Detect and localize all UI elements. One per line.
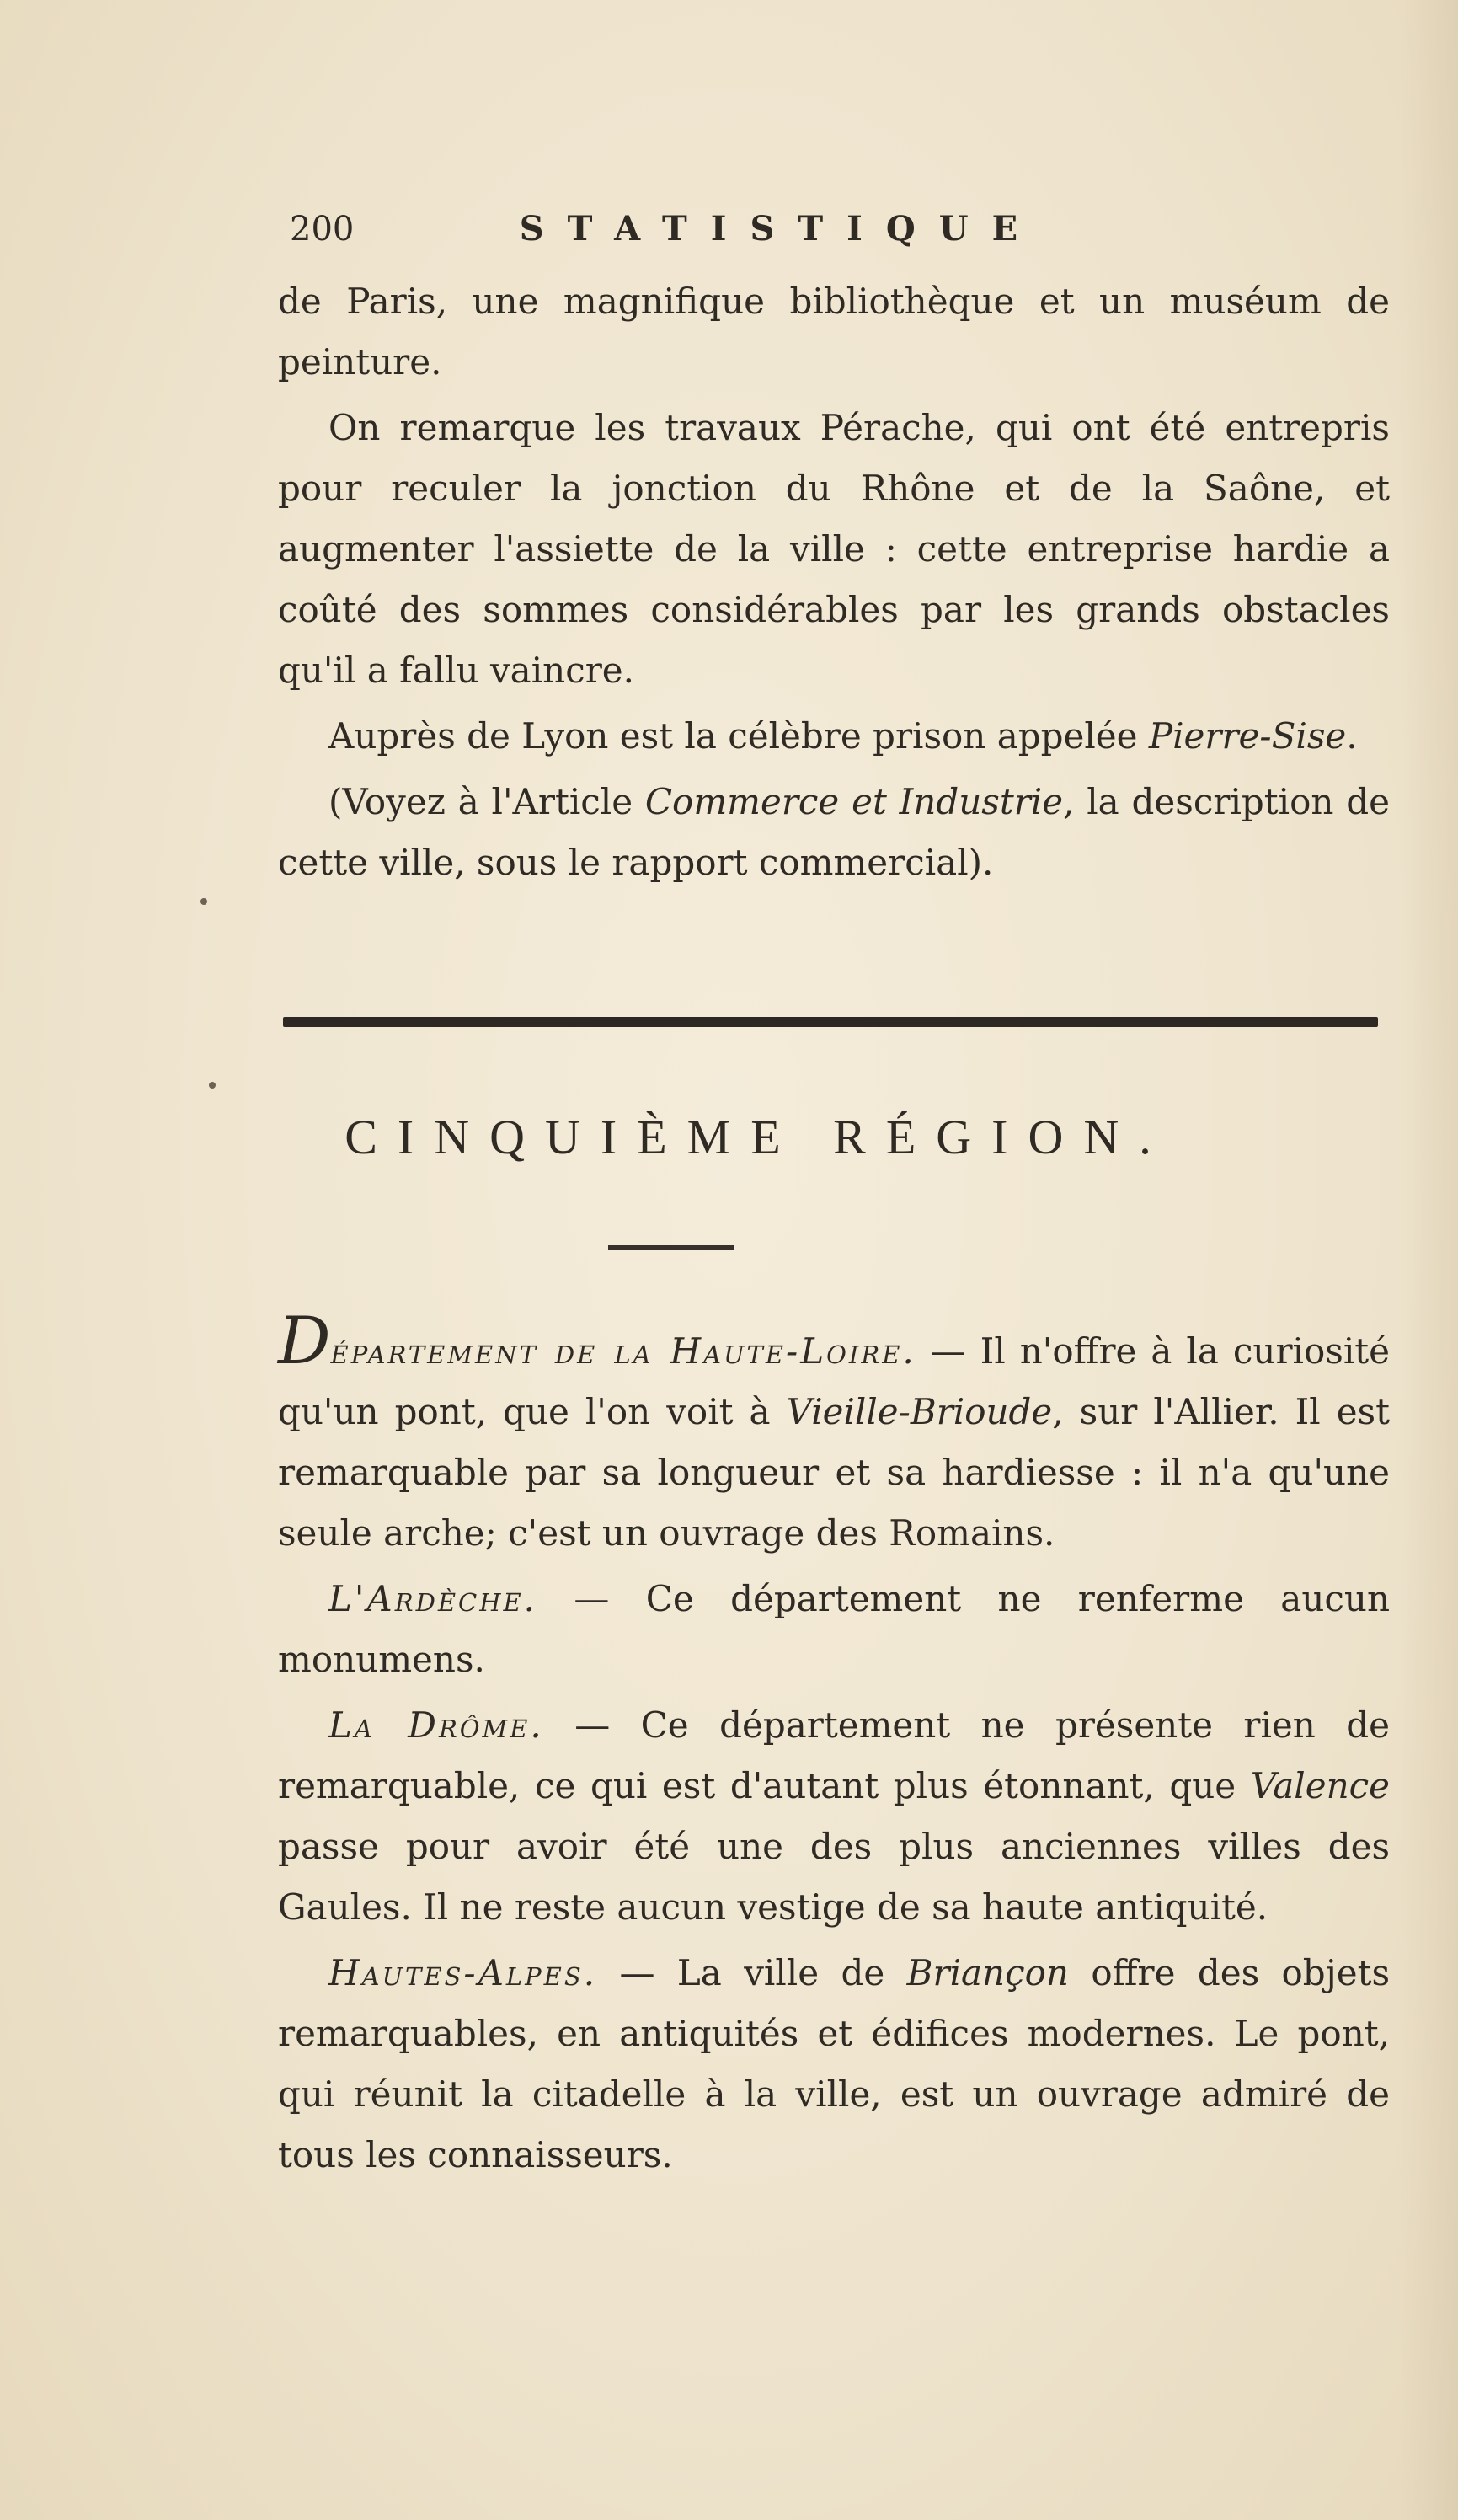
- haute-loire-text-end: , sur l'Allier. Il est remarquable par sa longueur et sa hardiesse : il n'a qu'une seule arche; c'est un ouvrage des Romains.: [278, 1391, 1390, 1554]
- paper-speck: [209, 1082, 216, 1089]
- paragraph-library: de Paris, une magnifique bibliothèque et un muséum de peinture.: [278, 281, 1390, 383]
- running-header: [290, 202, 1435, 256]
- page-edge-shadow: [1399, 0, 1458, 2520]
- heading-underline-rule: [608, 1245, 734, 1250]
- valence-name: Valence: [1250, 1765, 1390, 1806]
- running-title: STATISTIQUE: [519, 209, 1042, 249]
- paragraph-hautes-alpes: [278, 1943, 1390, 2186]
- drome-heading: La Drôme.: [328, 1704, 544, 1746]
- hautes-alpes-text-start: — La ville de: [597, 1952, 907, 1993]
- prison-name: Pierre-Sise: [1148, 715, 1347, 757]
- paragraph-drome: [278, 1695, 1390, 1938]
- prison-text-start: Auprès de Lyon est la célèbre prison appelée: [328, 715, 1149, 757]
- prison-text-end: .: [1346, 715, 1358, 757]
- ardeche-text: — Ce département ne renferme aucun monumens.: [278, 1578, 1390, 1680]
- drop-cap: D: [278, 1303, 331, 1379]
- reference-text-start: (Voyez à l'Article: [328, 781, 645, 822]
- reference-article-title: Commerce et Industrie: [644, 781, 1064, 822]
- paper-speck: [200, 898, 207, 905]
- region-heading: CINQUIÈME RÉGION.: [344, 1110, 1172, 1164]
- ardeche-heading: L'Ardèche.: [328, 1578, 538, 1619]
- paragraph-perache: On remarque les travaux Pérache, qui ont été entrepris pour reculer la jonction du Rhône et de la Saône, et augmenter l'assiette de la ville : cette entreprise hardie a coûté des sommes considérables par les grands obstacles qu'il a fallu vaincre.: [278, 407, 1390, 691]
- paragraph-haute-loire: [278, 1303, 1390, 1564]
- section-lyon-text: [278, 271, 1390, 898]
- haute-loire-text-start: — Il n'offre à la curiosité qu'un pont, que l'on voit à: [278, 1330, 1390, 1432]
- paragraph-commerce-reference: [278, 772, 1390, 893]
- vieille-brioude-name: Vieille-Brioude: [786, 1391, 1053, 1432]
- drome-text-start: — Ce département ne présente rien de remarquable, ce qui est d'autant plus étonnant, que: [278, 1704, 1391, 1806]
- hautes-alpes-text-end: offre des objets remarquables, en antiquités et édifices modernes. Le pont, qui réunit la citadelle à la ville, est un ouvrage admiré de tous les connaisseurs.: [278, 1952, 1391, 2175]
- reference-text-end: , la description de cette ville, sous le rapport commercial).: [278, 781, 1390, 883]
- section-divider-rule: [283, 1017, 1378, 1027]
- hautes-alpes-heading: Hautes-Alpes.: [328, 1952, 598, 1993]
- section-region-text: [278, 1303, 1391, 2191]
- paragraph-ardeche: [278, 1569, 1390, 1690]
- haute-loire-heading: épartement de la Haute-Loire.: [330, 1330, 916, 1372]
- paragraph-prison: [278, 706, 1390, 767]
- drome-text-end: passe pour avoir été une des plus anciennes villes des Gaules. Il ne reste aucun vestige de sa haute antiquité.: [278, 1826, 1390, 1928]
- page-number: 200: [290, 210, 355, 249]
- briancon-name: Briançon: [906, 1952, 1069, 1993]
